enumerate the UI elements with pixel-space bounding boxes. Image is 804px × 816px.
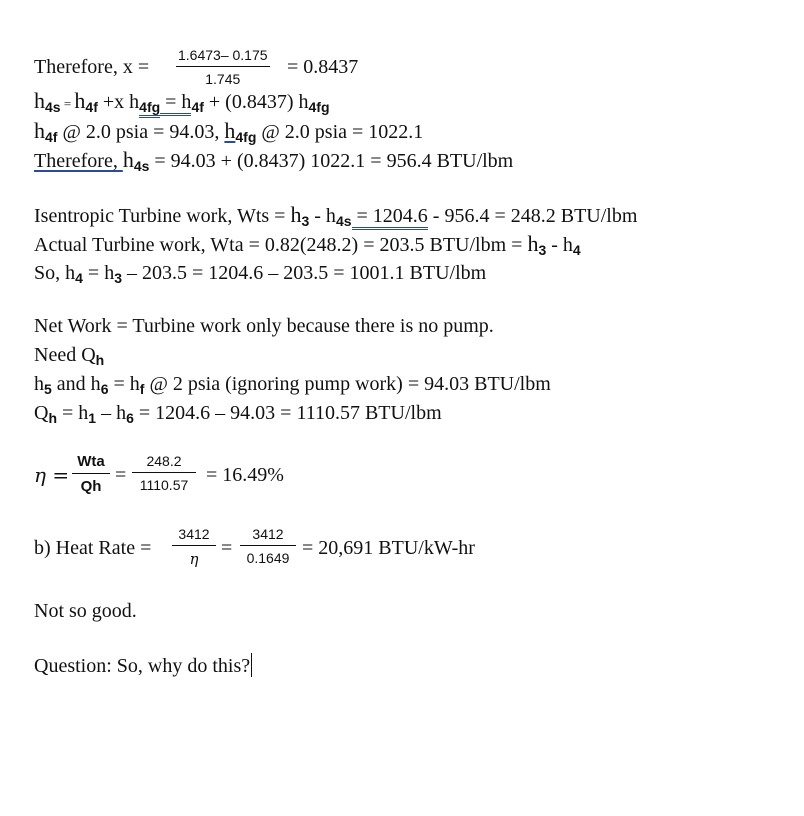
eta-fraction-1: Wta Qh: [72, 453, 110, 495]
actual-work: Actual Turbine work, Wta = 0.82(248.2) = 203.5 $BTU/lbm = h_3 - h_4$: [34, 231, 581, 258]
heat-rate-lead: b) Heat Rate =: [34, 537, 152, 559]
heat-rate-fraction-2: 3412 0.1649: [240, 526, 296, 566]
h4s-result: Therefore, $h_{4s} = 94.03 + (0.8437) 1022.1 = 956.4$ BTU/lbm: [34, 147, 514, 174]
eta-equals: =: [115, 464, 127, 486]
question-line: [34, 653, 252, 677]
quality-lead: Therefore, x =: [34, 56, 150, 78]
h5-h6-values: $h_5$ and $h_6 = h_f$ @ 2 psia (ignoring pump work) = 94.03 BTU/lbm: [34, 373, 551, 397]
isentropic-work: Isentropic Turbine work, Wts = $h_3 - h_{4s} = 1204.6 - 956.4 = 248.2$ BTU/lbm: [34, 202, 638, 229]
eta-result: = 16.49%: [206, 464, 284, 486]
qh-result: $Q_h = h_1 - h_6 = 1204.6 - 94.03 = 1110.57$ BTU/lbm: [34, 402, 442, 426]
not-so-good-note: Not so good.: [34, 600, 137, 622]
quality-result: = 0.8437: [287, 56, 359, 78]
h4-result: So, $h_4 = h_3 - 203.5 = 1204.6 - 203.5 = 1001.1$ BTU/lbm: [34, 262, 487, 286]
heat-rate-fraction-1: 3412 η: [172, 526, 216, 568]
net-work-note: Net Work = Turbine work only because there is no pump.: [34, 315, 494, 337]
heat-rate-equals: =: [221, 537, 233, 559]
quality-numerator: 1.6473– 0.175: [178, 47, 268, 63]
h4s-equation: $h_{4s} = h_{4f} +x$ $h_{4fg} = h_{4f} + (0.8437)$ $h_{4fg}$: [34, 90, 330, 114]
quality-equation: [34, 57, 149, 77]
need-qh: Need $Q_h$: [34, 344, 105, 368]
eta-symbol: η =: [34, 463, 70, 487]
question-text: Question: So, why do this?: [34, 655, 251, 677]
text-cursor: [251, 653, 252, 677]
quality-denominator: 1.745: [205, 71, 241, 87]
eta-fraction-2: 248.2 1110.57: [132, 453, 196, 493]
h4f-values: $h_{4f}$ @ 2.0 psia = 94.03, $h_{4fg}$ @ 2.0 psia = 1022.1: [34, 118, 424, 145]
heat-rate-result: = 20,691 BTU/kW-hr: [302, 537, 475, 559]
quality-fraction: [176, 47, 270, 87]
